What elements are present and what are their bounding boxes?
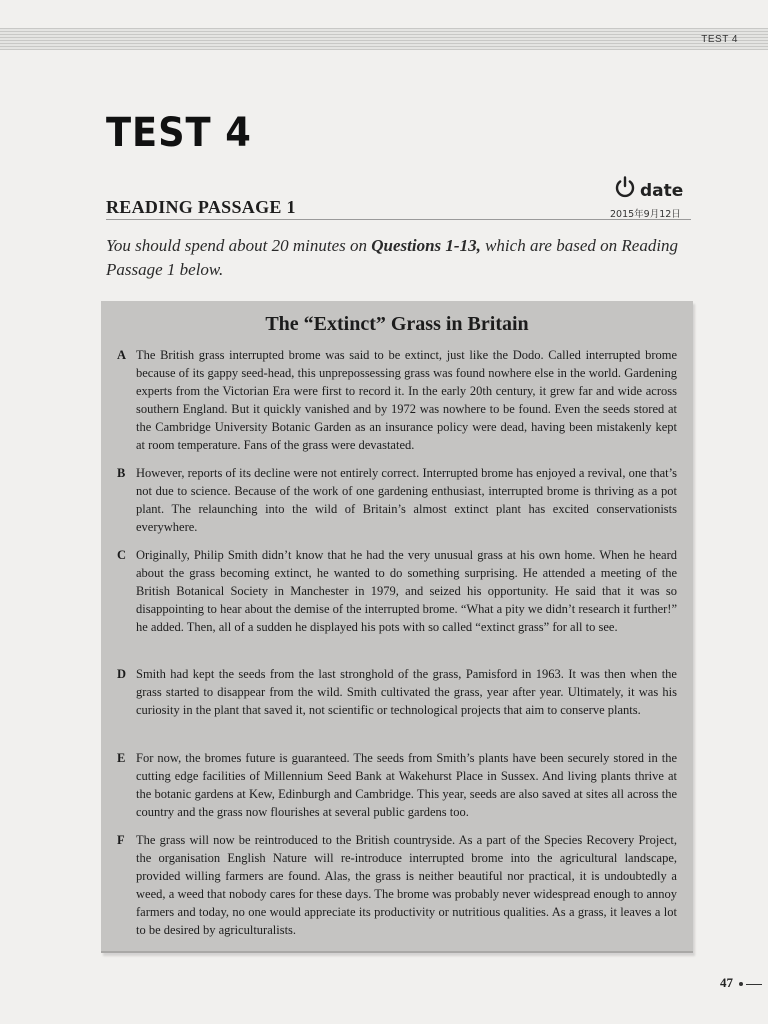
passage-heading: READING PASSAGE 1 bbox=[106, 197, 296, 217]
instructions-questions: Questions 1-13, bbox=[371, 236, 481, 255]
paragraph-text: For now, the bromes future is guaranteed. The seeds from Smith’s plants have been securely stored in the cutting edge facilities of Millennium Seed Bank at Wakehurst Place in Sussex. And living plants thrive at the botanic gardens at Kew, Edinburgh and Cambridge. This year, seeds are also saved at sites all across the country and the grass now flourishes at several public gardens too. bbox=[136, 751, 677, 819]
paragraph-letter: C bbox=[117, 548, 127, 562]
power-icon bbox=[613, 175, 637, 199]
page-number-dot bbox=[739, 982, 743, 986]
instructions-prefix: You should spend about 20 minutes on bbox=[106, 236, 372, 255]
paragraph-letter: B bbox=[117, 466, 126, 480]
paragraph-letter: F bbox=[117, 833, 125, 847]
date-label: date bbox=[640, 181, 684, 201]
paragraph-text: The grass will now be reintroduced to the British countryside. As a part of the Species Recovery Project, the organisation English Nature will re-introduce interrupted brome into the agricultural landscape, provided willing farmers are found. Alas, the grass is neither beautiful nor practical, it is undoubtedly a weed, a weed that nobody cares for these days. The brome was probably never widespread enough to annoy farmers and today, no one would appreciate its productivity or nutritious qualities. As a grass, it leaves a lot to be desired by agriculturalists. bbox=[136, 833, 677, 937]
instructions-suffix: which are based on Reading Passage 1 below. bbox=[106, 236, 679, 279]
test-title: TEST 4 bbox=[106, 110, 252, 156]
heading-divider bbox=[106, 219, 691, 220]
paragraph-letter: A bbox=[117, 348, 127, 362]
page-number-rule bbox=[746, 984, 762, 985]
header-band bbox=[0, 28, 768, 50]
paragraph-text: Originally, Philip Smith didn’t know that he had the very unusual grass at his own home. When he heard about the grass becoming extinct, he wanted to do something surprising. He attended a meeting of the British Botanical Society in Manchester in 1979, and seized his opportunity. He said that it was so disappointing to hear about the demise of the interrupted brome. “What a pity we didn’t research it further!” he added. Then, all of a sudden he displayed his pots with so called “extinct grass” for all to see. bbox=[136, 548, 677, 634]
running-header: TEST 4 bbox=[701, 34, 738, 45]
article-title: The “Extinct” Grass in Britain bbox=[265, 313, 529, 335]
paragraph-letter: E bbox=[117, 751, 126, 765]
passage-box bbox=[101, 301, 693, 953]
paragraph-text: However, reports of its decline were not entirely correct. Interrupted brome has enjoyed a revival, one that’s not due to science. Because of the work of one gardening enthusiast, interrupted brome is thriving as a pot plant. The relaunching into the wild of Britain’s almost extinct plant has excited conservationists everywhere. bbox=[136, 466, 677, 534]
date-value: 2015年9月12日 bbox=[610, 209, 681, 220]
page-number: 47 bbox=[720, 975, 733, 990]
instructions bbox=[106, 234, 694, 282]
paragraph-text: The British grass interrupted brome was said to be extinct, just like the Dodo. Called interrupted brome because of its gappy seed-head, this unprepossessing grass was found nowhere else in the world. Gardening experts from the Victorian Era were first to record it. In the early 20th century, it grew far and wide across southern England. But it quickly vanished and by 1972 was nowhere to be found. Even the seeds stored at the Cambridge University Botanic Garden as an insurance policy were dead, having been mistakenly kept at room temperature. Fans of the grass were devastated. bbox=[136, 348, 677, 452]
paragraph-text: Smith had kept the seeds from the last stronghold of the grass, Pamisford in 1963. It was then when the grass started to disappear from the wild. Smith cultivated the grass, year after year. Ultimately, it was his curiosity in the plant that saved it, not scientific or technological projects that aim to conserve plants. bbox=[136, 667, 677, 717]
paragraph-letter: D bbox=[117, 667, 127, 681]
